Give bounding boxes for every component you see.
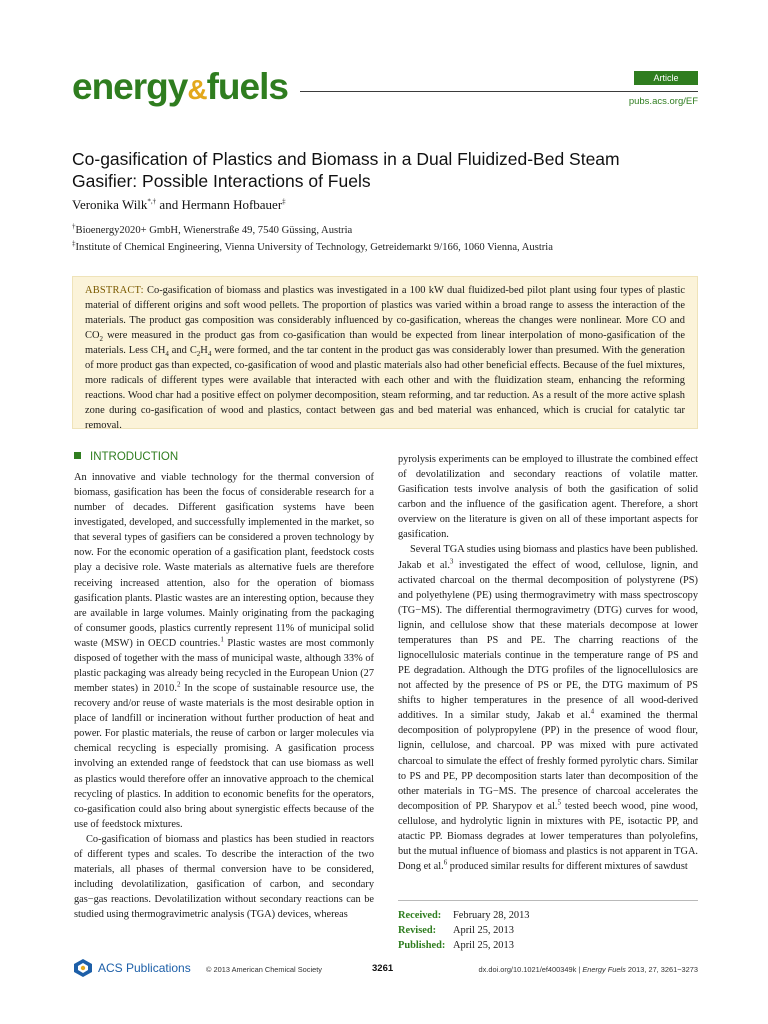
paragraph: Co-gasification of biomass and plastics has been studied in reactors of different types and scales. To describe the interaction of the two materials, all phases of thermal conversion have to be considered, including devolatilization, gasification of carbon, and secondary gas−gas reactions. Devolatilization without secondary reactions can be studied using thermogravimetric analysis (TGA) devices, whereas <box>74 833 374 921</box>
affiliation <box>72 239 553 253</box>
doi-citation[interactable] <box>478 965 698 974</box>
author-separator: and <box>156 197 182 212</box>
section-heading-introduction <box>74 451 178 463</box>
acs-publications-logo[interactable] <box>72 958 191 978</box>
reference-marker[interactable]: 5 <box>557 798 561 807</box>
date-label: Received: <box>398 910 442 921</box>
text-run: An innovative and viable technology for the thermal conversion of biomass, gasification has been the focus of considerable research for a number of decades. Different gasification systems have been investigated, developed, and successfully implemented in the market, so that several types of gasifiers can be considered a proven technology by now. For the economic operation of a gasification plant, feedstock costs play a decisive role. Waste materials as alternative fuels are therefore receiving increased attention, also for the operation of biomass gasification plants. Plastic wastes are an interesting option, because they are available in large volumes. Mainly originating from the packaging of consumer goods, plastics currently represent 11% of municipal solid waste (MSW) in OECD countries. <box>74 472 374 649</box>
affiliation-mark: ‡ <box>72 239 76 248</box>
date-value: April 25, 2013 <box>453 925 514 936</box>
masthead-rule <box>300 91 698 92</box>
abstract-label: ABSTRACT: <box>85 285 144 296</box>
text-run: Several TGA studies using biomass and plastics have been published. Jakab et al. <box>398 544 698 571</box>
abstract-text: were measured in the product gas from co-gasification than would be expected from linear interpolation of mono-gasification of the materials. Less CH <box>85 330 685 356</box>
paragraph: pyrolysis experiments can be employed to illustrate the combined effect of devolatilization and secondary reactions of volatile matter. Gasification tests involve analysis of both the gasification of solid carbon and the influence of the gasification agent. Therefore, a short overview on the literature is given on all of these important aspects for gasification. <box>398 454 698 541</box>
citation-details: 2013, 27, 3261−3273 <box>625 965 698 974</box>
author-name[interactable]: Veronika Wilk <box>72 197 148 212</box>
text-run: Plastic wastes are most commonly disposed of together with the mass of municipal waste, although 33% of plastic packaging was already being recycled in the European Union (27 member states) in 2010. <box>74 637 375 695</box>
acs-hexagon-icon <box>72 958 94 978</box>
author-marks: ‡ <box>282 197 286 206</box>
subscript: 2 <box>196 350 201 359</box>
abstract-text: and C <box>168 345 197 356</box>
abstract-text: Co-gasification of biomass and plastics was investigated in a 100 kW dual fluidized-bed pilot plant using four types of plastic material of different origins and soft wood pellets. The proportion of plastics was varied within a broad range to assess the interaction of the materials. The product gas composition was considerably influenced by co-gasification, whereas the changes were nonlinear. More CO and CO <box>85 285 685 341</box>
journal-url-link[interactable]: pubs.acs.org/EF <box>628 96 698 107</box>
subscript: 2 <box>99 335 103 344</box>
page-footer <box>72 958 698 980</box>
logo-amp: & <box>187 74 207 105</box>
text-run: In the scope of sustainable resource use, the recovery and/or reuse of waste materials is the most desirable option in place of landfill or incineration without further production of heat and power. For plastic materials, the reuse of carbon or larger molecules via chemical recycling is especially promising. A gasification process involving an extended range of feedstock that can use biomass as well as plastics would therefore offer an innovative approach to the chemical recycling of plastics. In addition to economic benefits for the operators, co-gasification could also bring about synergistic effects because of the use of feedstock mixtures. <box>74 683 374 830</box>
text-run: tested beech wood, pine wood, cellulose, and hydrolytic lignin in mixtures with PE, isotactic PP, and atactic PP. Biomass degrades at lower temperatures than polyolefins, but the mutual influence of biomass and plastics is not apparent in TGA. Dong et al. <box>398 800 699 873</box>
reference-marker[interactable]: 3 <box>449 557 454 566</box>
reference-marker[interactable]: 6 <box>443 858 448 867</box>
doi-link[interactable]: dx.doi.org/10.1021/ef400349k <box>478 965 577 974</box>
date-label: Published: <box>398 940 446 951</box>
paper-title: Co-gasification of Plastics and Biomass in a Dual Fluidized-Bed Steam Gasifier: Possible Interactions of Fuels <box>72 149 620 191</box>
paragraph <box>74 470 374 832</box>
logo-energy: energy <box>72 66 188 107</box>
affiliation-text: Institute of Chemical Engineering, Vienna University of Technology, Getreidemarkt 9/166, 1060 Vienna, Austria <box>75 242 553 253</box>
text-run: investigated the effect of wood, cellulose, lignin, and activated charcoal on the thermal decomposition of polystyrene (PS) and polyethylene (PE) using thermogravimetry with mass spectroscopy (TG−MS). The differential thermogravimetry (DTG) curves for wood, lignin, and cellulose show that these materials decompose at lower temperatures than PS and PE. The charring reactions of the lignocellulosic materials continue in the temperature range of PS and PE degradation. Although the DTG profiles of the lignocellulosics are not affected by the presence of PS or PE, the DTG maximum of PS shifts to higher temperatures in the presence of all wood-derived additives. In a similar study, Jakab et al. <box>398 559 698 722</box>
copyright-notice: © 2013 American Chemical Society <box>206 965 322 974</box>
text-run: produced similar results for different mixtures of sawdust <box>447 861 688 873</box>
doi-separator: | <box>576 965 583 974</box>
author-list <box>72 197 286 213</box>
journal-name: Energy Fuels <box>582 965 626 974</box>
date-label: Revised: <box>398 925 437 936</box>
publication-dates <box>398 900 698 953</box>
body-column-left <box>74 470 374 922</box>
abstract-text: were formed, and the tar content in the product gas was considerably lower than presumed. With the generation of more product gas than expected, co-gasification of wood and plastic materials also had other beneficial effects. Because of the fuel mixtures, more radicals of different types were available that interacted with each other and with the fluidization steam, enhancing the reforming reactions. Wood char had a positive effect on polymer decomposition, steam reforming, and tar reduction. As a result of the more active splash zone during co-gasification of wood and plastics, contact between gas and bed material was enhanced, which is crucial for catalytic tar removal. <box>85 345 685 431</box>
date-value: February 28, 2013 <box>453 910 530 921</box>
date-value: April 25, 2013 <box>453 940 514 951</box>
section-heading-text: INTRODUCTION <box>90 451 179 463</box>
reference-marker[interactable]: 1 <box>220 635 224 644</box>
date-row-received <box>398 908 698 923</box>
journal-logo[interactable] <box>72 66 288 108</box>
paragraph <box>398 542 698 874</box>
affiliation-text: Bioenergy2020+ GmbH, Wienerstraße 49, 7540 Güssing, Austria <box>75 225 353 236</box>
abstract-box <box>72 276 698 429</box>
acs-publications-text: ACS Publications <box>98 961 191 975</box>
author-marks: *,† <box>147 197 157 206</box>
article-type-badge: Article <box>634 71 698 85</box>
reference-marker[interactable]: 2 <box>176 680 181 689</box>
subscript: 4 <box>207 350 212 359</box>
date-row-revised <box>398 923 698 938</box>
page-number: 3261 <box>372 963 394 974</box>
journal-masthead <box>72 58 698 118</box>
affiliation <box>72 222 353 236</box>
subscript: 4 <box>165 350 169 359</box>
date-row-published <box>398 938 698 953</box>
body-column-right <box>398 452 698 874</box>
reference-marker[interactable]: 4 <box>590 707 595 716</box>
logo-fuels: fuels <box>206 66 288 107</box>
affiliation-mark: † <box>72 222 76 231</box>
text-run: examined the thermal decomposition of polypropylene (PP) in the presence of wood flour, lignin, cellulose, and charcoal. PP was mixed with pure activated charcoal to simulate the effect of freshly formed pyrolytic chars. Similar to PS and PE, PP decomposition starts later than decomposition of the other materials in TG−MS. The presence of charcoal accelerates the decomposition of PP. Sharypov et al. <box>398 710 698 812</box>
section-bullet-icon <box>74 452 81 459</box>
author-name[interactable]: Hermann Hofbauer <box>181 197 283 212</box>
abstract-text: H <box>200 345 208 356</box>
